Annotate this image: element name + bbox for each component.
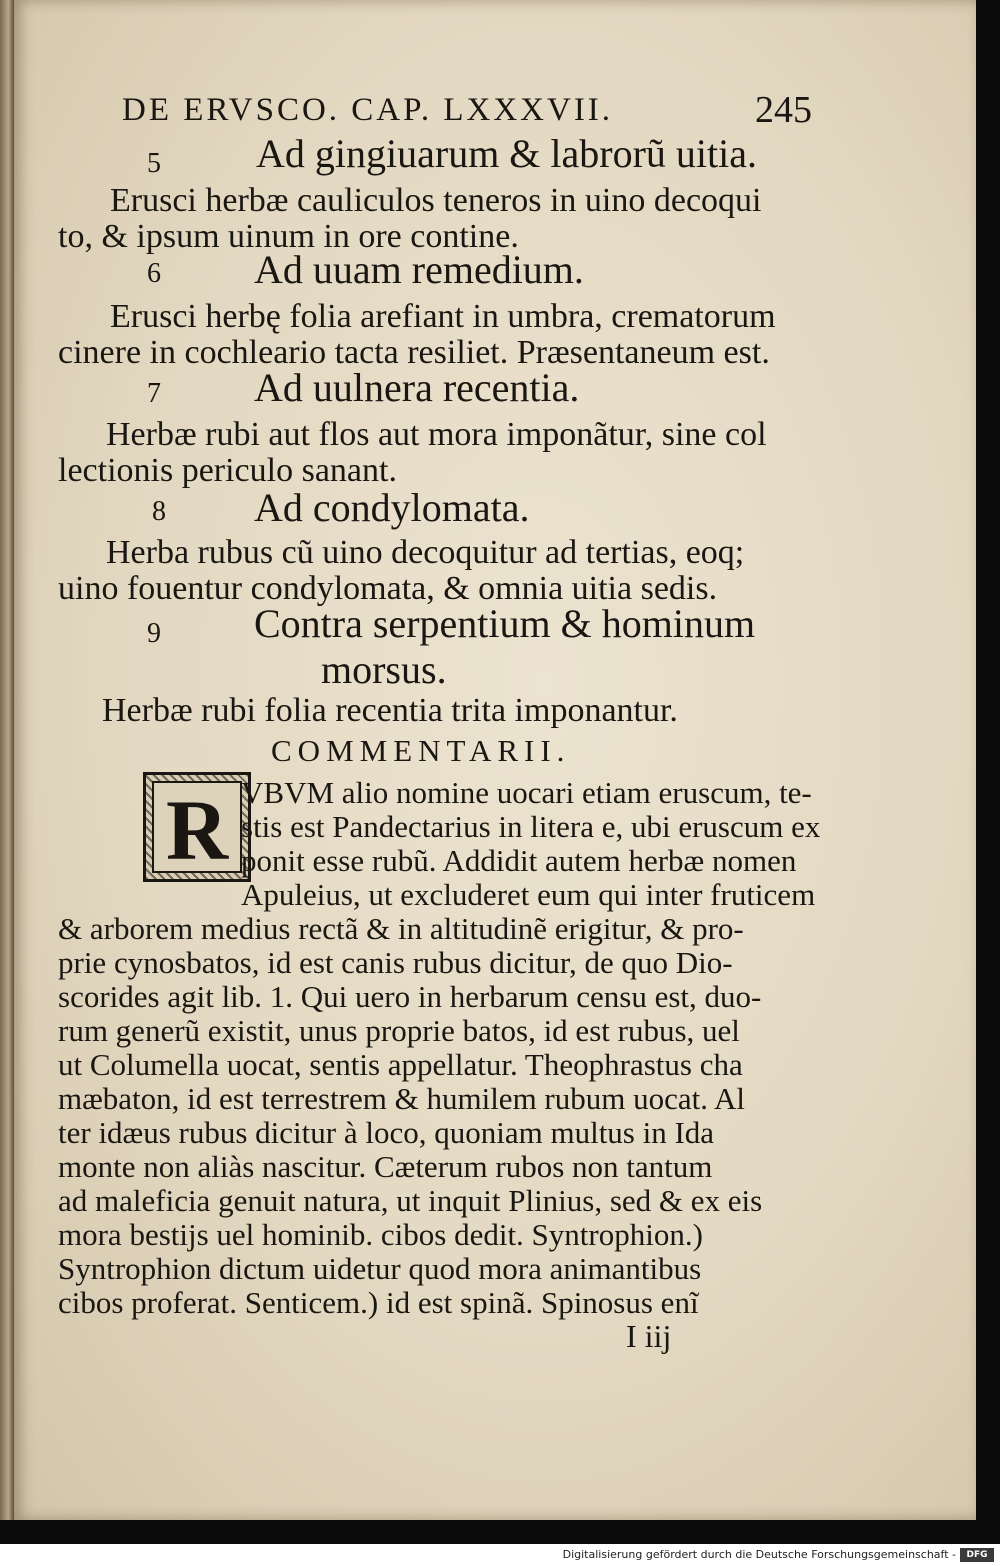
body-line: to, & ipsum uinum in ore contine. xyxy=(58,218,519,255)
body-line: Herbæ rubi aut flos aut mora imponãtur, sine col xyxy=(106,416,767,453)
body-line: Erusci herbæ cauliculos teneros in uino decoqui xyxy=(110,182,762,219)
section-heading: Ad condylomata. xyxy=(254,485,530,530)
commentary-title: COMMENTARII. xyxy=(271,733,571,768)
section-heading: Contra serpentium & hominum xyxy=(254,601,756,646)
commentary-line: ponit esse rubũ. Addidit autem herbæ nomen xyxy=(241,843,797,878)
funding-credit: Digitalisierung gefördert durch die Deutsche Forschungsgemeinschaft - xyxy=(562,1548,956,1561)
section-heading: Ad uulnera recentia. xyxy=(254,365,580,410)
section-number: 6 xyxy=(147,258,161,289)
commentary-line: mora bestijs uel hominib. cibos dedit. Syntrophion.) xyxy=(58,1217,703,1252)
commentary-line: prie cynosbatos, id est canis rubus dicitur, de quo Dio- xyxy=(58,945,733,980)
signature-mark: I iij xyxy=(626,1318,672,1354)
commentary-line: ad maleficia genuit natura, ut inquit Plinius, sed & ex eis xyxy=(58,1183,763,1218)
commentary-line: ut Columella uocat, sentis appellatur. Theophrastus cha xyxy=(58,1047,743,1082)
section-heading-continued: morsus. xyxy=(321,647,447,692)
initial-letter: R xyxy=(165,782,229,878)
commentary-line: monte non aliàs nascitur. Cæterum rubos non tantum xyxy=(58,1149,713,1184)
running-header xyxy=(122,89,812,132)
running-title: DE ERVSCO. CAP. LXXXVII. xyxy=(122,92,614,128)
body-line: uino fouentur condylomata, & omnia uitia sedis. xyxy=(58,570,718,607)
section-number: 9 xyxy=(147,618,161,649)
body-line: cinere in cochleario tacta resiliet. Præsentaneum est. xyxy=(58,334,770,371)
digitization-footer xyxy=(0,1544,1000,1566)
section-number: 5 xyxy=(147,148,161,179)
page-number: 245 xyxy=(755,89,812,131)
section-heading: Ad uuam remedium. xyxy=(254,247,584,292)
decorated-initial xyxy=(143,772,251,882)
section-heading: Ad gingiuarum & labrorũ uitia. xyxy=(256,131,758,176)
body-line: Herbæ rubi folia recentia trita imponantur. xyxy=(102,692,678,729)
book-page xyxy=(14,0,976,1520)
book-spine-edge xyxy=(0,0,14,1520)
section-number: 8 xyxy=(152,496,166,527)
body-line: Herba rubus cũ uino decoquitur ad tertias, eoq; xyxy=(106,534,745,571)
dfg-logo-icon: DFG xyxy=(960,1548,994,1562)
commentary-line: & arborem medius rectã & in altitudinẽ erigitur, & pro- xyxy=(58,911,744,946)
commentary-line: Apuleius, ut excluderet eum qui inter fruticem xyxy=(241,877,816,912)
commentary-line: VBVM alio nomine uocari etiam eruscum, te- xyxy=(241,775,812,810)
commentary-line: mæbaton, id est terrestrem & humilem rubum uocat. Al xyxy=(58,1081,746,1116)
commentary-line: rum generũ existit, unus proprie batos, id est rubus, uel xyxy=(58,1013,740,1048)
commentary-line: cibos proferat. Senticem.) id est spinã. Spinosus enĩ xyxy=(58,1285,699,1320)
commentary-line: Syntrophion dictum uidetur quod mora animantibus xyxy=(58,1251,702,1286)
commentary-line: ter idæus rubus dicitur à loco, quoniam multus in Ida xyxy=(58,1115,715,1150)
body-line: Erusci herbę folia arefiant in umbra, crematorum xyxy=(110,298,776,335)
section-number: 7 xyxy=(147,378,161,409)
body-line: lectionis periculo sanant. xyxy=(58,452,397,489)
commentary-line: scorides agit lib. 1. Qui uero in herbarum censu est, duo- xyxy=(58,979,762,1014)
commentary-line: stis est Pandectarius in litera e, ubi eruscum ex xyxy=(241,809,821,844)
